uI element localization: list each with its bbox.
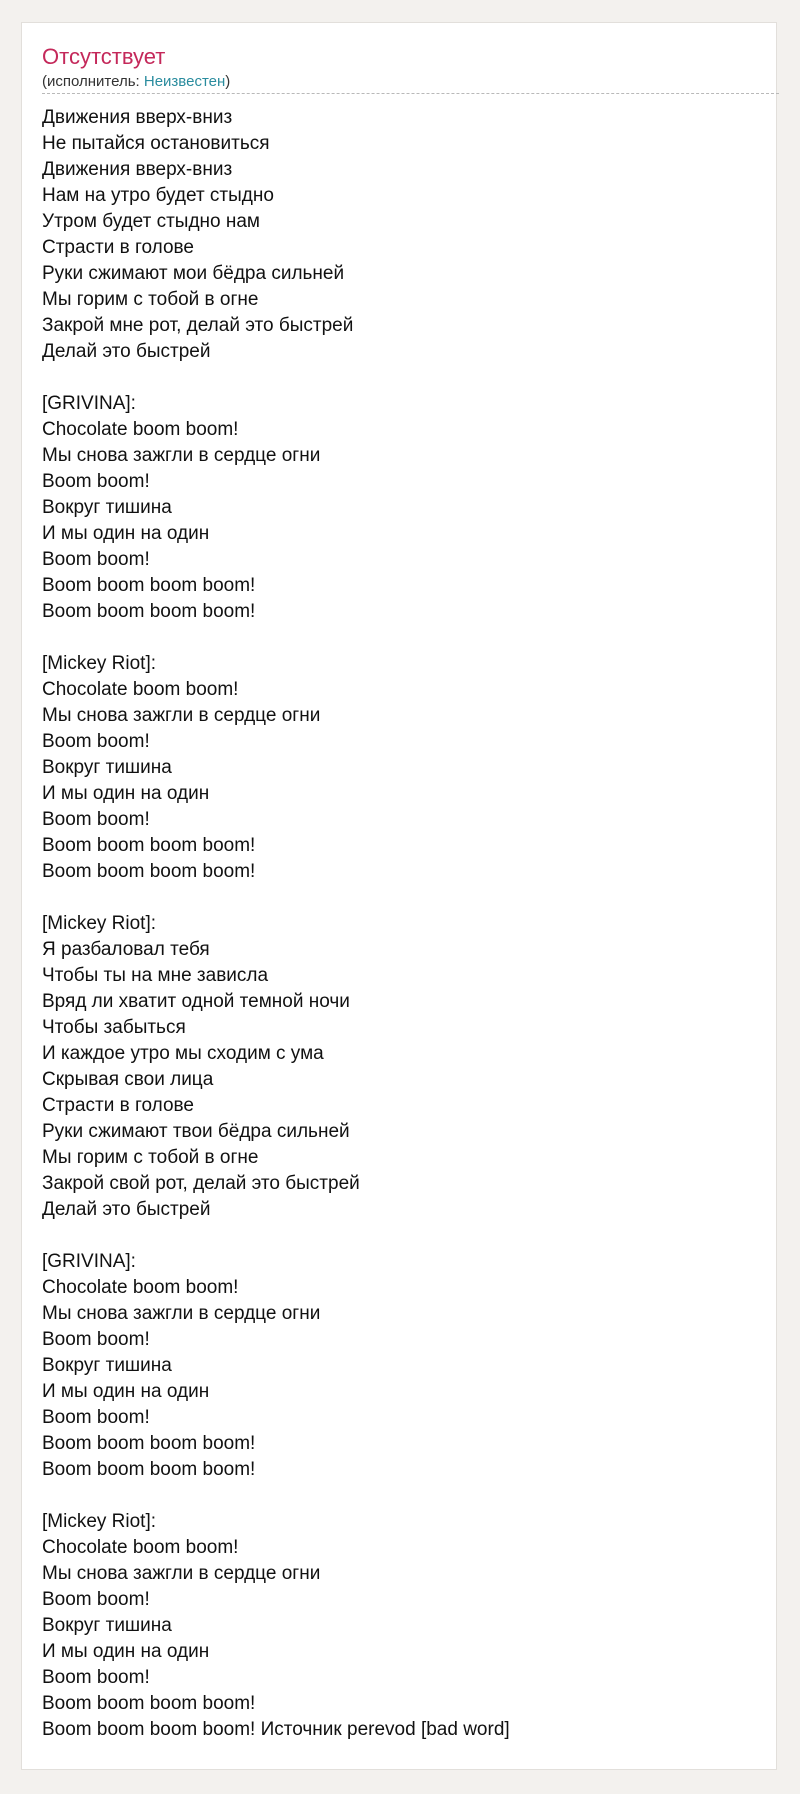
lyrics-text bbox=[42, 105, 762, 1743]
artist-prefix: (исполнитель: bbox=[42, 73, 144, 90]
lyric-line: Boom boom boom boom! bbox=[42, 601, 256, 622]
song-title: Отсутствует bbox=[42, 44, 166, 69]
lyric-line: Boom boom! bbox=[42, 809, 150, 830]
lyric-line: И мы один на один bbox=[42, 1641, 210, 1662]
stanza-break bbox=[42, 625, 762, 651]
lyric-line: Chocolate boom boom! bbox=[42, 419, 239, 440]
stanza-break bbox=[42, 1483, 762, 1509]
lyric-line: Страсти в голове bbox=[42, 1095, 194, 1116]
lyric-line: Boom boom! bbox=[42, 471, 150, 492]
lyric-line: Chocolate boom boom! bbox=[42, 1277, 239, 1298]
lyric-line: Движения вверх-вниз bbox=[42, 159, 233, 180]
lyric-line: Boom boom boom boom! bbox=[42, 1459, 256, 1480]
lyric-line: Чтобы забыться bbox=[42, 1017, 186, 1038]
lyric-line: Вокруг тишина bbox=[42, 497, 172, 518]
lyric-line: Boom boom boom boom! Источник perevod [bad word] bbox=[42, 1719, 510, 1740]
stanza-break bbox=[42, 365, 762, 391]
lyric-line: Boom boom boom boom! bbox=[42, 1433, 256, 1454]
lyric-line: Вокруг тишина bbox=[42, 757, 172, 778]
lyrics-card bbox=[21, 22, 777, 1770]
lyric-line: Boom boom! bbox=[42, 1329, 150, 1350]
lyric-line: И мы один на один bbox=[42, 1381, 210, 1402]
lyric-line: Вряд ли хватит одной темной ночи bbox=[42, 991, 350, 1012]
artist-line bbox=[42, 73, 230, 91]
lyric-line: Не пытайся остановиться bbox=[42, 133, 270, 154]
lyric-line: Вокруг тишина bbox=[42, 1615, 172, 1636]
artist-link[interactable]: Неизвестен bbox=[143, 73, 226, 90]
lyric-line: Boom boom! bbox=[42, 549, 150, 570]
lyric-line: И мы один на один bbox=[42, 783, 210, 804]
lyric-line: Boom boom! bbox=[42, 731, 150, 752]
lyric-line: Я разбаловал тебя bbox=[42, 939, 210, 960]
lyric-line: Boom boom boom boom! bbox=[42, 835, 256, 856]
lyric-line: [Mickey Riot]: bbox=[42, 913, 157, 934]
lyric-line: [GRIVINA]: bbox=[42, 393, 136, 414]
lyric-line: Нам на утро будет стыдно bbox=[42, 185, 274, 206]
lyric-line: И каждое утро мы сходим с ума bbox=[42, 1043, 324, 1064]
lyric-line: Boom boom boom boom! bbox=[42, 861, 256, 882]
lyric-line: Закрой свой рот, делай это быстрей bbox=[42, 1173, 360, 1194]
stanza-break bbox=[42, 1223, 762, 1249]
lyric-line: Chocolate boom boom! bbox=[42, 679, 239, 700]
lyric-line: Утром будет стыдно нам bbox=[42, 211, 260, 232]
lyric-line: [GRIVINA]: bbox=[42, 1251, 136, 1272]
lyric-line: Мы снова зажгли в сердце огни bbox=[42, 705, 321, 726]
lyric-line: Движения вверх-вниз bbox=[42, 107, 233, 128]
lyric-line: Чтобы ты на мне зависла bbox=[42, 965, 269, 986]
lyric-line: Boom boom boom boom! bbox=[42, 1693, 256, 1714]
lyric-line: И мы один на один bbox=[42, 523, 210, 544]
lyric-line: [Mickey Riot]: bbox=[42, 653, 157, 674]
lyric-line: Руки сжимают мои бёдра сильней bbox=[42, 263, 345, 284]
title-divider bbox=[42, 93, 779, 94]
lyric-line: Boom boom! bbox=[42, 1407, 150, 1428]
lyric-line: Мы горим с тобой в огне bbox=[42, 289, 259, 310]
lyric-line: Руки сжимают твои бёдра сильней bbox=[42, 1121, 350, 1142]
lyric-line: Boom boom! bbox=[42, 1589, 150, 1610]
artist-suffix: ) bbox=[225, 73, 231, 90]
lyric-line: Мы горим с тобой в огне bbox=[42, 1147, 259, 1168]
lyric-line: Мы снова зажгли в сердце огни bbox=[42, 1303, 321, 1324]
lyric-line: Скрывая свои лица bbox=[42, 1069, 214, 1090]
stanza-break bbox=[42, 885, 762, 911]
lyric-line: Закрой мне рот, делай это быстрей bbox=[42, 315, 354, 336]
lyric-line: Мы снова зажгли в сердце огни bbox=[42, 1563, 321, 1584]
lyric-line: Вокруг тишина bbox=[42, 1355, 172, 1376]
lyric-line: [Mickey Riot]: bbox=[42, 1511, 157, 1532]
lyric-line: Boom boom boom boom! bbox=[42, 575, 256, 596]
lyric-line: Делай это быстрей bbox=[42, 1199, 211, 1220]
lyric-line: Мы снова зажгли в сердце огни bbox=[42, 445, 321, 466]
lyric-line: Делай это быстрей bbox=[42, 341, 211, 362]
lyric-line: Страсти в голове bbox=[42, 237, 194, 258]
lyric-line: Boom boom! bbox=[42, 1667, 150, 1688]
lyric-line: Chocolate boom boom! bbox=[42, 1537, 239, 1558]
